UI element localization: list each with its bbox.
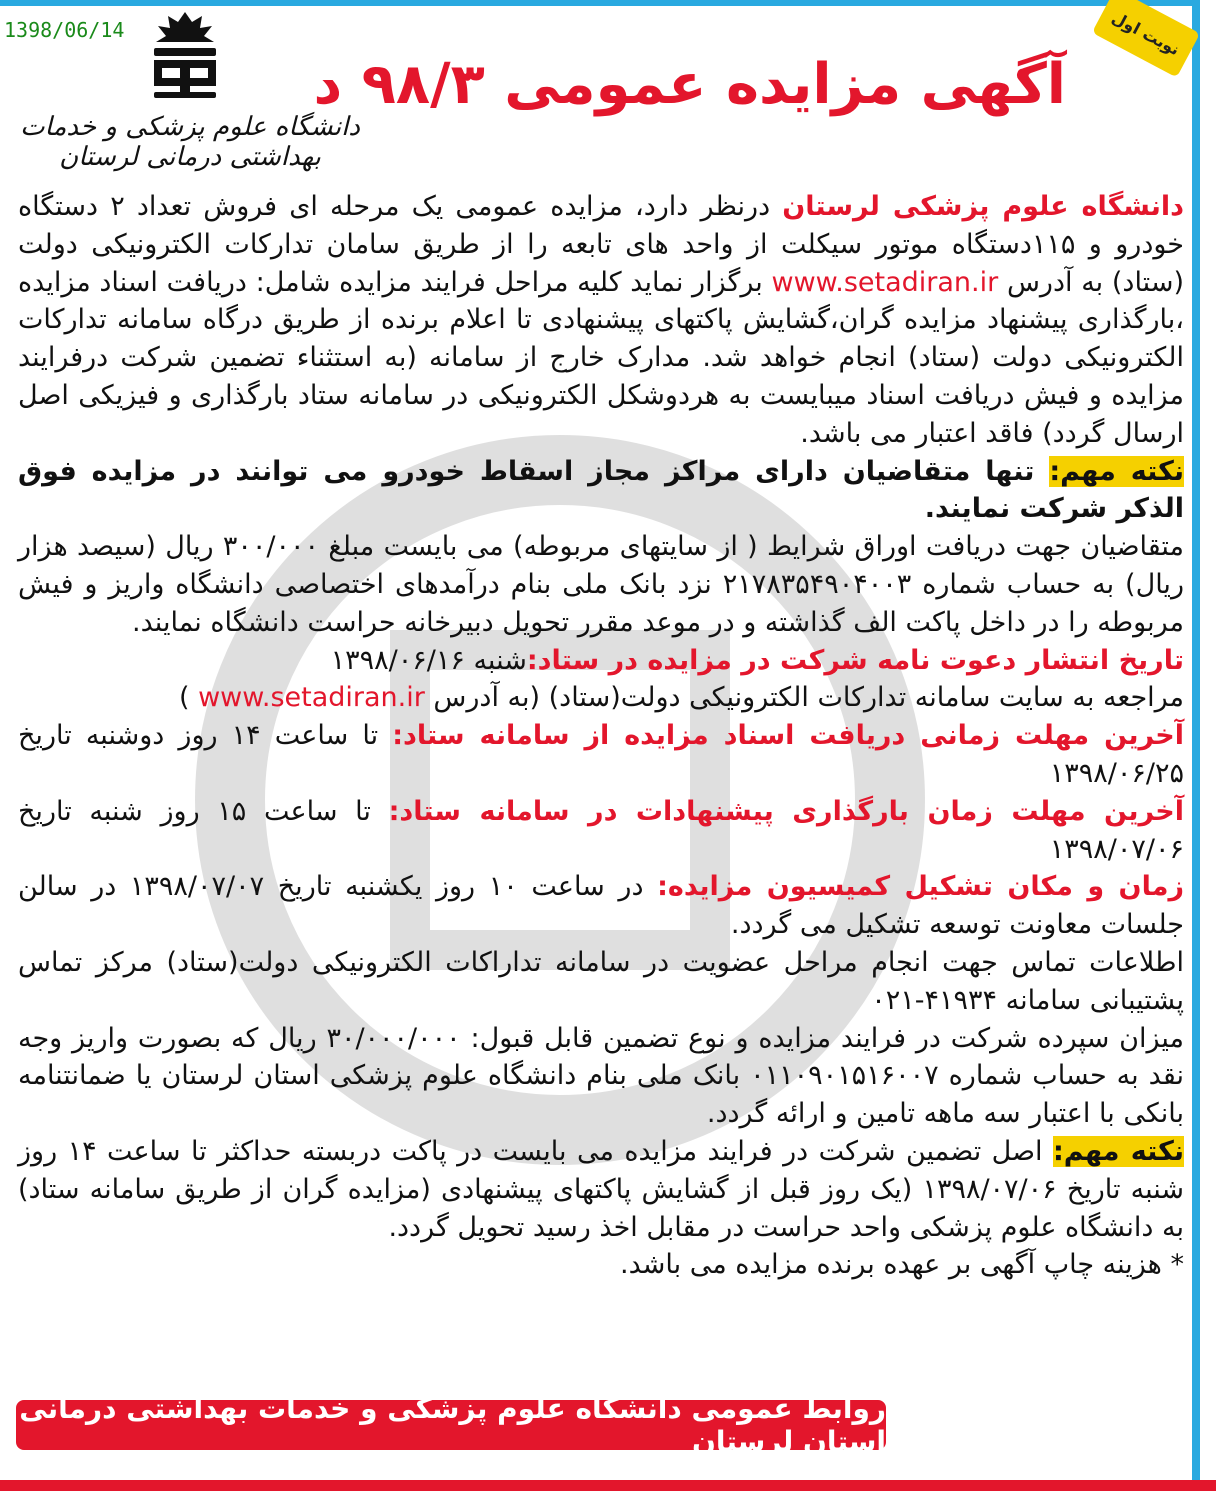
- reference-line: [18, 679, 1184, 717]
- cost-note: * هزینه چاپ آگهی بر عهده برنده مزایده می باشد.: [620, 1249, 1184, 1281]
- deadline-2-value: تا ساعت ۱۵ روز شنبه تاریخ ۱۳۹۸/۰۷/۰۶: [18, 795, 1184, 865]
- intro-text-a: درنظر دارد، مزایده عمومی یک مرحله ای فروش تعداد ۲ دستگاه خودرو و ۱۱۵دستگاه موتور سیکلت از واحد های تابعه را از طریق سامان تدارکات الکترونیکی دولت (ستاد) به آدرس: [18, 191, 1184, 298]
- note-1-text: تنها متقاضیان دارای مراکز مجاز اسقاط خودرو می توانند در مزایده فوق الذکر شرکت نمایند.: [18, 455, 1184, 525]
- page-title: آگهی مزایده عمومی ۹۸/۳ د: [313, 52, 1066, 117]
- note-1-label: نکته مهم:: [1049, 455, 1184, 487]
- deadline-1: [18, 717, 1184, 793]
- org-name: دانشگاه علوم پزشکی لرستان: [782, 191, 1185, 222]
- deadline-2-label: آخرین مهلت زمان بارگذاری پیشنهادات در سامانه ستاد:: [388, 795, 1184, 827]
- note-2: [18, 1133, 1184, 1246]
- fee-paragraph: متقاضیان جهت دریافت اوراق شرایط ( از سایتهای مربوطه) می بایست مبلغ ۳۰۰/۰۰۰ ریال (سیصد هزار ریال) به حساب شماره ۲۱۷۸۳۵۴۹۰۴۰۰۳ نزد بانک ملی بنام درآمدهای اختصاصی دانشگاه واریز و فیش مربوطه را در داخل پاکت الف گذاشته و در موعد مقرر تحویل دبیرخانه حراست دانشگاه نمایند.: [18, 531, 1184, 638]
- public-relations-banner: روابط عمومی دانشگاه علوم پزشکی و خدمات بهداشتی درمانی استان لرستان: [16, 1400, 886, 1450]
- publish-value: شنبه ۱۳۹۸/۰۶/۱۶: [330, 644, 527, 676]
- university-script-name: دانشگاه علوم پزشکی و خدمات بهداشتی درمانی لرستان: [20, 112, 360, 172]
- reference-text-b: ): [178, 682, 199, 714]
- round-badge: نوبت اول: [1092, 0, 1200, 78]
- commission-value: در ساعت ۱۰ روز یکشنبه تاریخ ۱۳۹۸/۰۷/۰۷ در سالن جلسات معاونت توسعه تشکیل می گردد.: [18, 871, 1184, 941]
- deadline-2: [18, 793, 1184, 869]
- bottom-strip: [0, 1480, 1216, 1491]
- contact-paragraph: اطلاعات تماس جهت انجام مراحل عضویت در سامانه تداراکات الکترونیکی دولت(ستاد) مرکز تماس پشتیبانی سامانه ۴۱۹۳۴-۰۲۱: [18, 946, 1184, 1016]
- note-2-label: نکته مهم:: [1052, 1135, 1184, 1167]
- deposit-paragraph: میزان سپرده شرکت در فرایند مزایده و نوع تضمین قابل قبول: ۳۰/۰۰۰/۰۰۰ ریال که بصورت واریز وجه نقد به حساب شماره ۰۱۱۰۹۰۱۵۱۶۰۰۷ بانک ملی بنام دانشگاه علوم پزشکی استان لرستان یا ضمانتنامه بانکی با اعتبار سه ماهه تامین و ارائه گردد.: [18, 1022, 1185, 1130]
- intro-text-b: برگزار نماید کلیه مراحل فرایند مزایده شامل: دریافت اسناد مزایده ،بارگذاری پیشنهاد مزایده گران،گشایش پاکتهای پیشنهادی تا اعلام برنده از طریق درگاه سامانه تدارکات الکترونیکی دولت (ستاد) انجام خواهد شد. مدارک خارج از سامانه (به استثناء تضمین شرکت درفرایند مزایده و فیش دریافت اسناد میبایست به هردوشکل الکترونیکی در سامانه ستاد بارگذاری و فیزیکی اصل ارسال گردد) فاقد اعتبار می باشد.: [18, 266, 1184, 449]
- publish-date: 1398/06/14: [4, 18, 125, 42]
- deadline-1-label: آخرین مهلت زمانی دریافت اسناد مزایده از سامانه ستاد:: [392, 720, 1185, 752]
- reference-text-a: مراجعه به سایت سامانه تدارکات الکترونیکی دولت(ستاد) (به آدرس: [424, 682, 1184, 714]
- publish-label: تاریخ انتشار دعوت نامه شرکت در مزایده در ستاد:: [526, 644, 1184, 676]
- publish-line: [18, 642, 1184, 680]
- commission-line: [18, 868, 1184, 944]
- intro-paragraph: [18, 188, 1184, 453]
- setad-link[interactable]: www.setadiran.ir: [771, 266, 999, 298]
- note-2-text: اصل تضمین شرکت در فرایند مزایده می بایست در پاکت دربسته حداکثر تا ساعت ۱۴ روز شنبه تاریخ ۱۳۹۸/۰۷/۰۶ (یک روز قبل از گشایش پاکتهای پیشنهادی (مزایده گران از طریق سامانه ستاد) به دانشگاه علوم پزشکی واحد حراست در مقابل اخذ رسید تحویل گردد.: [18, 1135, 1184, 1243]
- commission-label: زمان و مکان تشکیل کمیسیون مزایده:: [657, 871, 1185, 903]
- deadline-1-value: تا ساعت ۱۴ روز دوشنبه تاریخ ۱۳۹۸/۰۶/۲۵: [18, 720, 1184, 789]
- note-1: [18, 453, 1184, 529]
- university-logo-icon: [140, 8, 230, 100]
- setad-link-2[interactable]: www.setadiran.ir: [198, 682, 425, 714]
- announcement-body: [18, 188, 1184, 1284]
